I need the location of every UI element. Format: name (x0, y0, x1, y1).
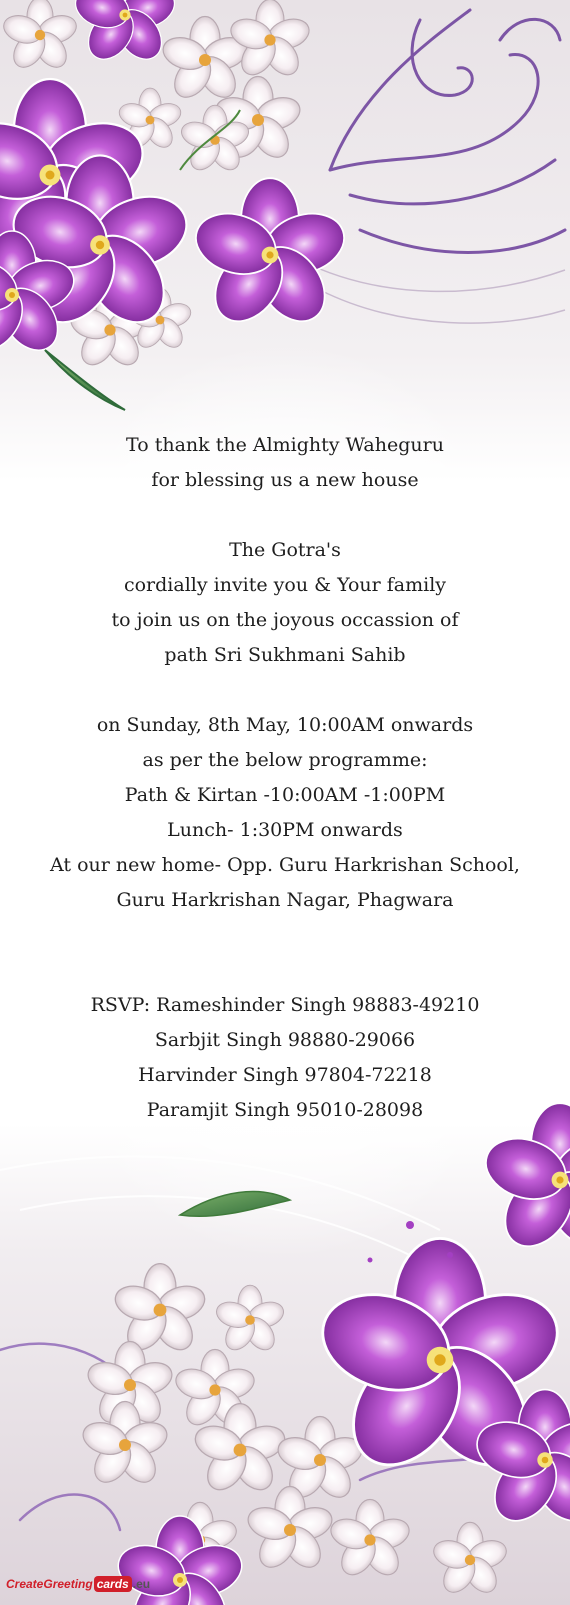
text-line-invite: cordially invite you & Your family (123, 574, 447, 596)
text-line-contact-sarbjit: Sarbjit Singh 98880-29066 (154, 1029, 416, 1051)
text-line-occasion: to join us on the joyous occassion of (111, 609, 459, 631)
text-line-contact-harvinder: Harvinder Singh 97804-72218 (138, 1064, 432, 1086)
text-line-path: path Sri Sukhmani Sahib (164, 644, 406, 666)
watermark-logo[interactable] (6, 1571, 150, 1597)
text-line-blessing: for blessing us a new house (151, 469, 419, 491)
text-line-venue: At our new home- Opp. Guru Harkrishan School, (50, 854, 520, 876)
text-line-host: The Gotra's (229, 539, 341, 561)
text-line-date: on Sunday, 8th May, 10:00AM onwards (96, 714, 474, 736)
text-line-address: Guru Harkrishan Nagar, Phagwara (116, 889, 454, 911)
watermark-brand-box: cards (94, 1576, 132, 1592)
invitation-text (0, 428, 570, 1128)
text-line-rsvp: RSVP: Rameshinder Singh 98883-49210 (90, 994, 480, 1016)
text-line-contact-paramjit: Paramjit Singh 95010-28098 (146, 1099, 424, 1121)
watermark-domain: .eu (132, 1577, 151, 1591)
text-line-thanks: To thank the Almighty Waheguru (126, 434, 444, 456)
text-line-lunch: Lunch- 1:30PM onwards (167, 819, 403, 841)
watermark-brand: CreateGreeting (6, 1577, 93, 1591)
text-line-path-kirtan: Path & Kirtan -10:00AM -1:00PM (124, 784, 446, 806)
text-line-programme: as per the below programme: (142, 749, 428, 771)
